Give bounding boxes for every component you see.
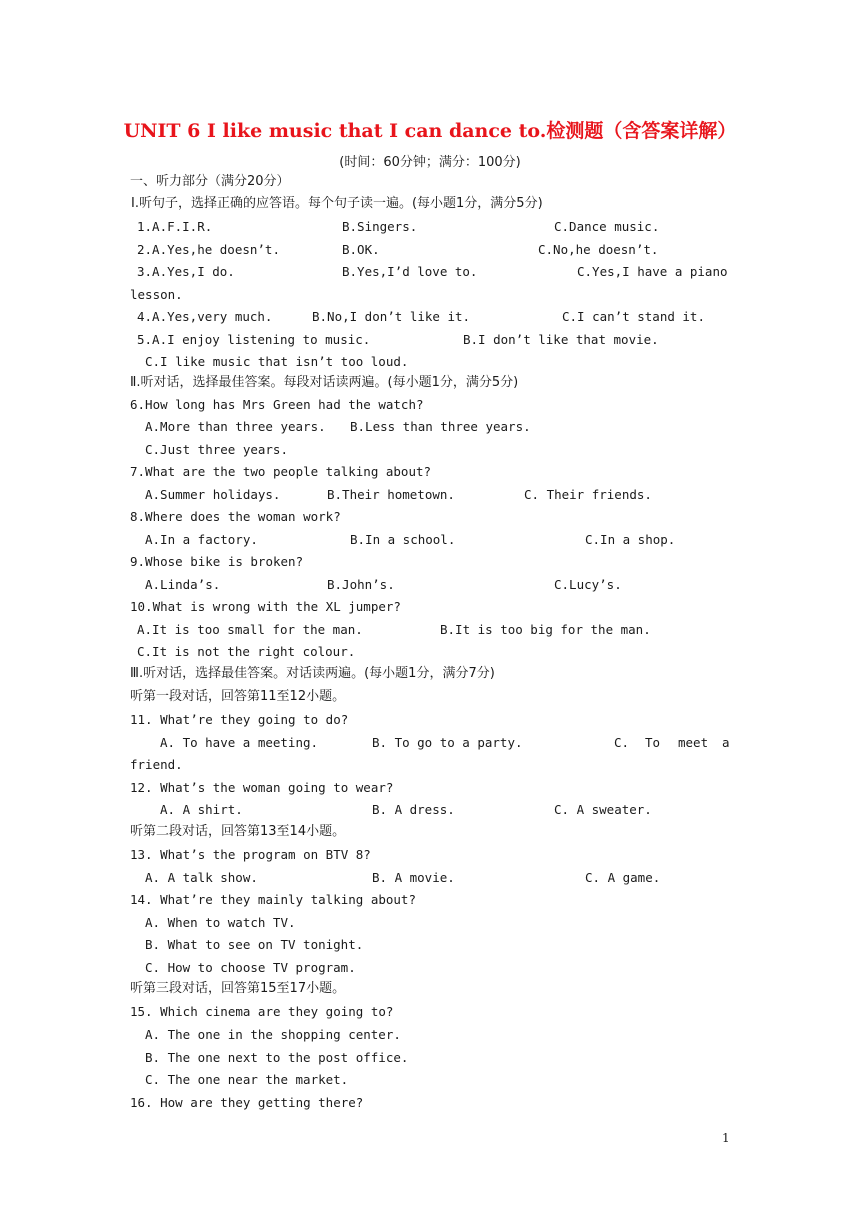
question-line: B.Yes,I’d love to. <box>342 264 478 279</box>
question-line: To <box>645 735 661 750</box>
question-line: C. The one near the market. <box>145 1072 349 1087</box>
question-line: 3.A.Yes,I do. <box>137 264 235 279</box>
question-line: 7.What are the two people talking about? <box>130 464 432 479</box>
question-line: A.Summer holidays. <box>145 487 281 502</box>
question-line: 2.A.Yes,he doesn’t. <box>137 242 280 257</box>
page-number: 1 <box>722 1131 730 1145</box>
question-line: 11. What’re they going to do? <box>130 712 349 727</box>
question-line: meet <box>678 735 709 750</box>
question-line: C. Their friends. <box>524 487 652 502</box>
page-title: UNIT 6 I like music that I can dance to.检测题（含答案详解） <box>123 120 737 142</box>
question-line: C.Just three years. <box>145 442 288 457</box>
question-line: B. A movie. <box>372 870 455 885</box>
question-line: friend. <box>130 757 183 772</box>
question-line: A. When to watch TV. <box>145 915 296 930</box>
section-heading: 听第二段对话，回答第13至14小题。 <box>130 824 346 839</box>
question-line: 9.Whose bike is broken? <box>130 554 304 569</box>
question-line: C.In a shop. <box>585 532 676 547</box>
question-line: A. To have a meeting. <box>160 735 319 750</box>
question-line: B. What to see on TV tonight. <box>145 937 364 952</box>
question-line: C.It is not the right colour. <box>137 644 356 659</box>
question-line: A.Linda’s. <box>145 577 221 592</box>
question-line: a <box>722 735 730 750</box>
question-line: C. How to choose TV program. <box>145 960 356 975</box>
question-line: B.Less than three years. <box>350 419 531 434</box>
question-line: C.I like music that isn’t too loud. <box>145 354 409 369</box>
section-heading: 听第一段对话，回答第11至12小题。 <box>130 689 346 704</box>
question-line: C. A sweater. <box>554 802 652 817</box>
question-line: B. To go to a party. <box>372 735 523 750</box>
section-heading: Ⅲ.听对话，选择最佳答案。对话读两遍。(每小题1分，满分7分) <box>130 666 495 681</box>
question-line: 10.What is wrong with the XL jumper? <box>130 599 401 614</box>
section-heading: 听第三段对话，回答第15至17小题。 <box>130 981 346 996</box>
question-line: C.Yes,I have a piano <box>577 264 728 279</box>
question-line: A. A shirt. <box>160 802 243 817</box>
question-line: A. A talk show. <box>145 870 258 885</box>
question-line: B. A dress. <box>372 802 455 817</box>
question-line: A.It is too small for the man. <box>137 622 363 637</box>
question-line: A.In a factory. <box>145 532 258 547</box>
exam-info: (时间：60分钟；满分：100分) <box>339 155 521 170</box>
question-line: C. A game. <box>585 870 661 885</box>
question-line: 13. What’s the program on BTV 8? <box>130 847 371 862</box>
question-line: lesson. <box>130 287 183 302</box>
question-line: C.No,he doesn’t. <box>538 242 659 257</box>
question-line: A.More than three years. <box>145 419 326 434</box>
question-line: B.I don’t like that movie. <box>463 332 659 347</box>
section-heading: 一、听力部分（满分20分） <box>130 174 290 189</box>
question-line: 16. How are they getting there? <box>130 1095 364 1110</box>
question-line: B.In a school. <box>350 532 456 547</box>
question-line: B. The one next to the post office. <box>145 1050 409 1065</box>
section-heading: Ⅱ.听对话，选择最佳答案。每段对话读两遍。(每小题1分，满分5分) <box>130 375 519 390</box>
question-line: C. <box>614 735 630 750</box>
question-line: 14. What’re they mainly talking about? <box>130 892 416 907</box>
question-line: C.Dance music. <box>554 219 660 234</box>
question-line: B.OK. <box>342 242 380 257</box>
question-line: 8.Where does the woman work? <box>130 509 341 524</box>
question-line: B.It is too big for the man. <box>440 622 651 637</box>
question-line: B.Their hometown. <box>327 487 455 502</box>
question-line: B.Singers. <box>342 219 418 234</box>
question-line: 4.A.Yes,very much. <box>137 309 273 324</box>
section-heading: Ⅰ.听句子，选择正确的应答语。每个句子读一遍。(每小题1分，满分5分) <box>131 196 543 211</box>
question-line: 5.A.I enjoy listening to music. <box>137 332 371 347</box>
question-line: B.No,I don’t like it. <box>312 309 471 324</box>
question-line: 15. Which cinema are they going to? <box>130 1004 394 1019</box>
question-line: 6.How long has Mrs Green had the watch? <box>130 397 424 412</box>
question-line: 1.A.F.I.R. <box>137 219 213 234</box>
question-line: C.Lucy’s. <box>554 577 622 592</box>
question-line: B.John’s. <box>327 577 395 592</box>
question-line: 12. What’s the woman going to wear? <box>130 780 394 795</box>
question-line: C.I can’t stand it. <box>562 309 705 324</box>
question-line: A. The one in the shopping center. <box>145 1027 401 1042</box>
